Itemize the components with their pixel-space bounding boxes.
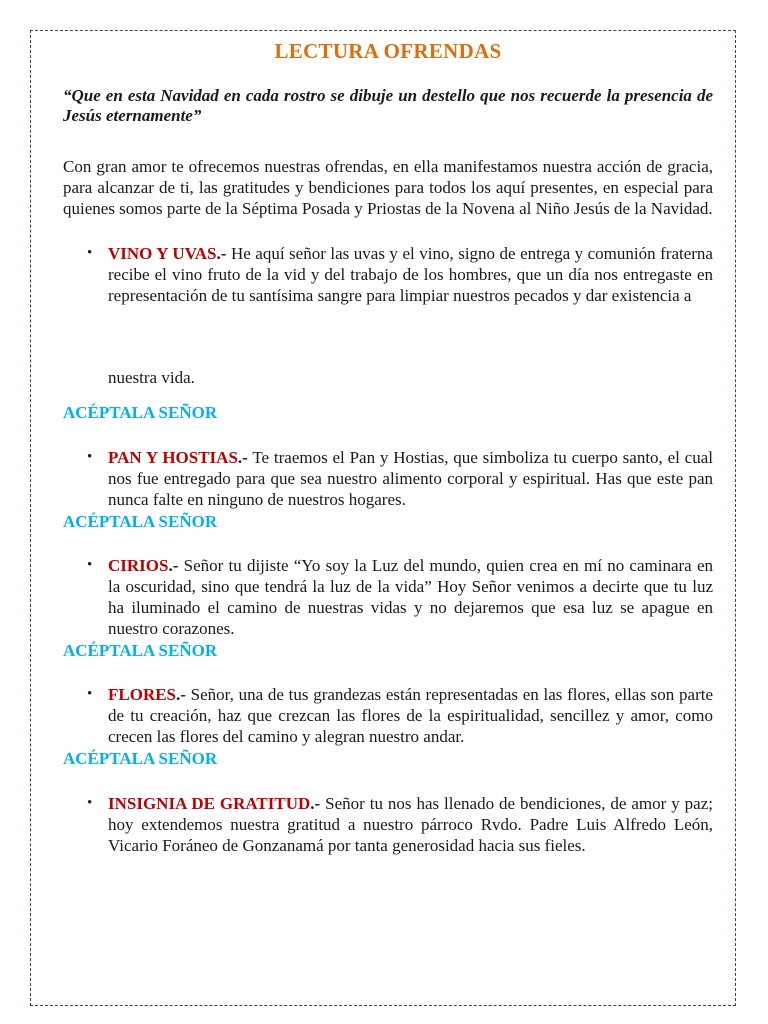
offering-label: FLORES [108, 685, 177, 704]
offering-item-flowers [63, 684, 713, 747]
offering-text: Señor tu dijiste “Yo soy la Luz del mundo, quien crea en mí no caminara en la oscuridad, sino que tendrá la luz de la vida” Hoy Señor venimos a decirte que tu luz ha iluminado el camino de nuestras vidas y no dejaremos que esa luz se apague en nuestro corazones. [108, 556, 713, 638]
offering-item-bread [63, 447, 713, 510]
bullet-icon: • [87, 245, 93, 261]
offering-separator: .- [237, 448, 248, 467]
offering-separator: .- [168, 556, 179, 575]
bullet-icon: • [87, 557, 93, 573]
offering-separator: .- [216, 244, 227, 263]
offering-label: CIRIOS [108, 556, 169, 575]
offering-label: INSIGNIA DE GRATITUD [108, 794, 311, 813]
offering-text: Señor tu nos has llenado de bendiciones, de amor y paz; hoy extendemos nuestra gratitud a nuestro párroco Rvdo. Padre Luis Alfredo León, Vicario Foráneo de Gonzanamá por tanta generosidad hacia sus fieles. [108, 794, 713, 855]
offering-item-gratitude [63, 793, 713, 856]
offering-text: Señor, una de tus grandezas están representadas en las flores, ellas son parte de tu creación, haz que crezcan las flores de la espiritualidad, sencillez y amor, como crecen las flores del camino y alegran nuestro andar. [108, 685, 713, 746]
document-title: LECTURA OFRENDAS [274, 39, 502, 63]
offering-label: VINO Y UVAS [108, 244, 217, 263]
offering-tail: nuestra vida. [108, 368, 195, 387]
response-line: ACÉPTALA SEÑOR [63, 641, 218, 660]
response-line: ACÉPTALA SEÑOR [63, 403, 218, 422]
response-line: ACÉPTALA SEÑOR [63, 512, 218, 531]
intro-paragraph: Con gran amor te ofrecemos nuestras ofrendas, en ella manifestamos nuestra acción de gracia, para alcanzar de ti, las gratitudes y bendiciones para todos los aquí presentes, en especial para quienes somos parte de la Séptima Posada y Priostas de la Novena al Niño Jesús de la Navidad. [63, 157, 713, 218]
bullet-icon: • [87, 686, 93, 702]
offering-separator: .- [310, 794, 321, 813]
offering-text: Te traemos el Pan y Hostias, que simboliza tu cuerpo santo, el cual nos fue entregado para que sea nuestro alimento corporal y espiritual. Has que este pan nunca falte en ninguno de nuestros hogares. [108, 448, 713, 509]
bullet-icon: • [87, 795, 93, 811]
response-line: ACÉPTALA SEÑOR [63, 749, 218, 768]
offering-text: He aquí señor las uvas y el vino, signo de entrega y comunión fraterna recibe el vino fruto de la vid y del trabajo de los hombres, que un día nos entregaste en representación de tu santísima sangre para limpiar nuestros pecados y dar existencia a [108, 244, 713, 305]
offering-label: PAN Y HOSTIAS [108, 448, 238, 467]
offering-item-candles [63, 555, 713, 639]
document-body [63, 38, 713, 856]
offering-separator: .- [176, 685, 186, 704]
offering-item-wine [63, 243, 713, 306]
bullet-icon: • [87, 449, 93, 465]
opening-quote: “Que en esta Navidad en cada rostro se dibuje un destello que nos recuerde la presencia de Jesús eternamente” [63, 86, 713, 125]
